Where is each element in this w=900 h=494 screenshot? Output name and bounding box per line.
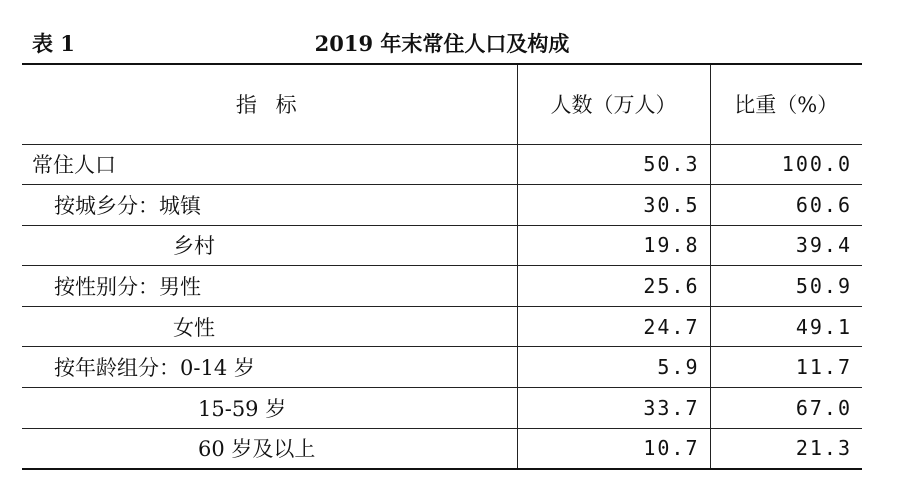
row-share: 60.6 xyxy=(710,185,862,226)
row-population: 19.8 xyxy=(517,225,710,266)
table-row xyxy=(22,185,862,226)
table-title: 2019 年末常住人口及构成 xyxy=(314,31,570,56)
row-population: 5.9 xyxy=(517,347,710,388)
table-number: 表 1 xyxy=(32,31,75,56)
row-population: 24.7 xyxy=(517,306,710,347)
population-table xyxy=(22,63,862,470)
table-caption xyxy=(22,28,862,60)
header-indicator: 指 标 xyxy=(22,64,517,144)
row-population: 50.3 xyxy=(517,144,710,185)
header-row xyxy=(22,64,862,144)
header-share: 比重（%） xyxy=(710,64,862,144)
header-population: 人数（万人） xyxy=(517,64,710,144)
row-label: 15-59 岁 xyxy=(22,388,517,429)
table-row xyxy=(22,388,862,429)
row-share: 49.1 xyxy=(710,306,862,347)
row-population: 33.7 xyxy=(517,388,710,429)
row-share: 39.4 xyxy=(710,225,862,266)
row-label: 60 岁及以上 xyxy=(22,428,517,469)
table-row xyxy=(22,266,862,307)
row-label: 按年龄组分：0-14 岁 xyxy=(22,347,517,388)
table-row xyxy=(22,428,862,469)
row-share: 100.0 xyxy=(710,144,862,185)
row-share: 50.9 xyxy=(710,266,862,307)
row-label: 女性 xyxy=(22,306,517,347)
row-label: 常住人口 xyxy=(22,144,517,185)
table-row xyxy=(22,225,862,266)
row-label: 乡村 xyxy=(22,225,517,266)
row-population: 25.6 xyxy=(517,266,710,307)
row-population: 30.5 xyxy=(517,185,710,226)
row-population: 10.7 xyxy=(517,428,710,469)
row-label: 按性别分：男性 xyxy=(22,266,517,307)
row-share: 21.3 xyxy=(710,428,862,469)
row-label: 按城乡分：城镇 xyxy=(22,185,517,226)
table-row xyxy=(22,144,862,185)
row-share: 67.0 xyxy=(710,388,862,429)
table-row xyxy=(22,347,862,388)
row-share: 11.7 xyxy=(710,347,862,388)
table-row xyxy=(22,306,862,347)
